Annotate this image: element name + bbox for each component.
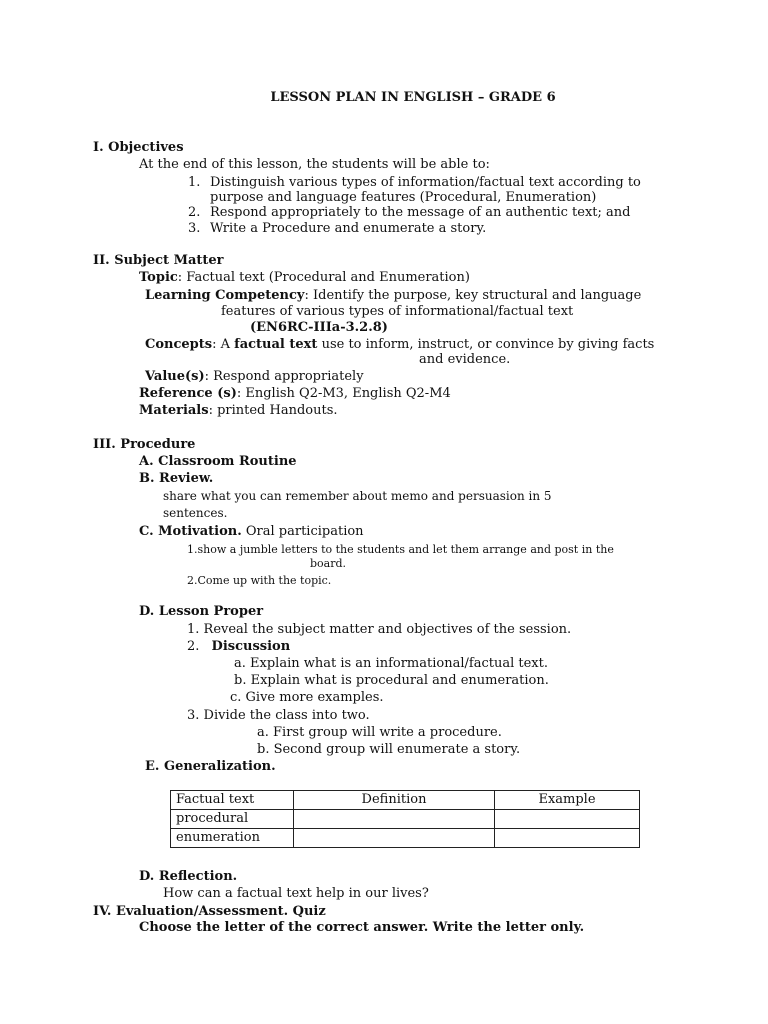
- concepts-pre: : A: [212, 337, 235, 352]
- procedure-heading: III. Procedure: [93, 437, 196, 452]
- table-header-cell: Factual text: [171, 791, 294, 810]
- materials-label: Materials: [139, 403, 209, 418]
- document-title: LESSON PLAN IN ENGLISH – GRADE 6: [270, 90, 556, 105]
- topic-line: [139, 270, 470, 286]
- materials-line: [139, 403, 338, 419]
- table-cell: enumeration: [171, 829, 294, 848]
- procedure-b: B. Review.: [139, 471, 214, 486]
- concepts-post: use to inform, instruct, or convince by giving facts: [317, 337, 655, 352]
- table-cell: [495, 810, 640, 829]
- discussion-b: b. Explain what is procedural and enumeration.: [234, 673, 549, 688]
- values-line: [145, 369, 364, 385]
- table-cell: [294, 810, 495, 829]
- procedure-e: E. Generalization.: [145, 759, 276, 774]
- motivation-item-1: 1.show a jumble letters to the students and let them arrange and post in the: [187, 543, 614, 556]
- reference-line: [139, 386, 451, 402]
- competency-value: : Identify the purpose, key structural and language: [304, 288, 642, 303]
- values-label: Value(s): [145, 369, 205, 384]
- discussion-c: c. Give more examples.: [230, 690, 384, 705]
- step-3-a: a. First group will write a procedure.: [257, 725, 502, 740]
- procedure-d: D. Lesson Proper: [139, 604, 264, 619]
- competency-label: Learning Competency: [145, 288, 305, 303]
- procedure-a: A. Classroom Routine: [139, 454, 297, 469]
- lesson-step-2-line: [187, 639, 290, 655]
- discussion-a: a. Explain what is an informational/factual text.: [234, 656, 548, 671]
- motivation-value: Oral participation: [241, 524, 364, 539]
- lesson-step-3: 3. Divide the class into two.: [187, 708, 370, 723]
- motivation-item-2: 2.Come up with the topic.: [187, 574, 332, 587]
- step-3-b: b. Second group will enumerate a story.: [257, 742, 521, 757]
- table-cell: procedural: [171, 810, 294, 829]
- reflection-question: How can a factual text help in our lives?: [163, 886, 429, 901]
- table-header-cell: Definition: [294, 791, 495, 810]
- motivation-line: [139, 524, 364, 540]
- motivation-item-1b: board.: [310, 557, 347, 570]
- materials-value: : printed Handouts.: [208, 403, 338, 418]
- motivation-label: C. Motivation.: [139, 524, 242, 539]
- table-row: [171, 810, 640, 829]
- values-value: : Respond appropriately: [204, 369, 364, 384]
- lesson-step-2-num: 2.: [187, 639, 200, 654]
- table-cell: [294, 829, 495, 848]
- objective-1-line2: purpose and language features (Procedural, Enumeration): [210, 190, 597, 205]
- table-row: [171, 829, 640, 848]
- objective-1-num: 1.: [188, 175, 201, 190]
- table-header-row: [171, 791, 640, 810]
- concepts-bold: factual text: [234, 337, 318, 352]
- objective-2-num: 2.: [188, 205, 201, 220]
- topic-label: Topic: [139, 270, 178, 285]
- reference-label: Reference (s): [139, 386, 237, 401]
- generalization-table: [170, 790, 640, 848]
- objective-3-text: Write a Procedure and enumerate a story.: [210, 221, 487, 236]
- evaluation-instruction: Choose the letter of the correct answer. Write the letter only.: [139, 920, 585, 935]
- competency-line2: features of various types of informational/factual text: [221, 304, 574, 319]
- concepts-label: Concepts: [145, 337, 213, 352]
- objective-2-text: Respond appropriately to the message of an authentic text; and: [210, 205, 631, 220]
- topic-value: : Factual text (Procedural and Enumeration): [177, 270, 470, 285]
- competency-line: [145, 288, 641, 304]
- discussion-label: Discussion: [211, 639, 291, 654]
- lesson-step-1: 1. Reveal the subject matter and objectives of the session.: [187, 622, 572, 637]
- evaluation-heading: IV. Evaluation/Assessment. Quiz: [93, 904, 326, 919]
- review-text-2: sentences.: [163, 506, 228, 520]
- concepts-line: [145, 337, 654, 353]
- objective-3-num: 3.: [188, 221, 201, 236]
- objective-1-line1: Distinguish various types of information/factual text according to: [210, 175, 641, 190]
- table-cell: [495, 829, 640, 848]
- objectives-heading: I. Objectives: [93, 140, 184, 155]
- reference-value: : English Q2-M3, English Q2-M4: [236, 386, 451, 401]
- competency-code: (EN6RC-IIIa-3.2.8): [250, 320, 388, 335]
- review-text-1: share what you can remember about memo and persuasion in 5: [163, 489, 552, 503]
- objectives-intro: At the end of this lesson, the students will be able to:: [139, 157, 490, 172]
- subject-matter-heading: II. Subject Matter: [93, 253, 224, 268]
- concepts-line2: and evidence.: [419, 352, 511, 367]
- reflection-heading: D. Reflection.: [139, 869, 238, 884]
- table-header-cell: Example: [495, 791, 640, 810]
